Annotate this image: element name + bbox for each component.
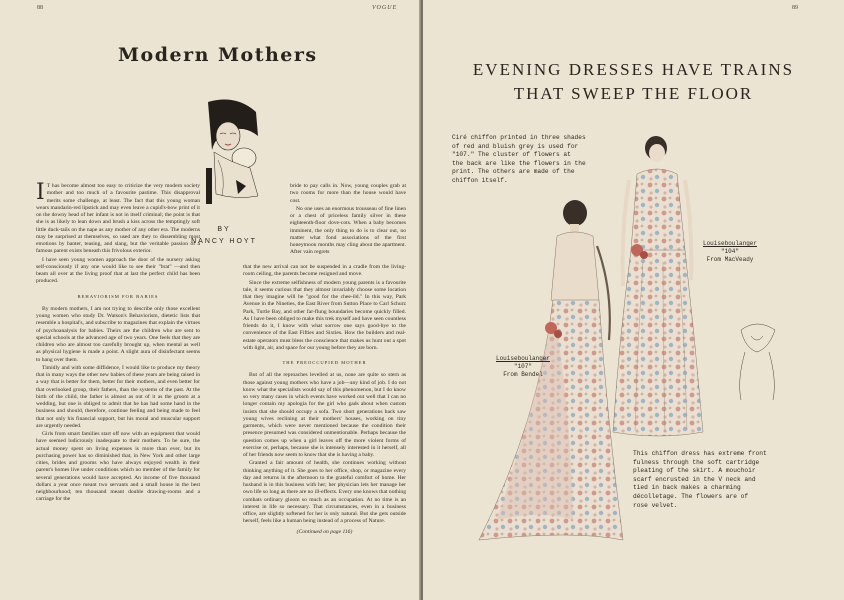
headline-line-1: EVENING DRESSES HAVE TRAINS xyxy=(472,60,795,79)
caption-top: Ciré chiffon printed in three shades of red and bluish grey is used for "107." The cluster of flowers at the back are like the flowers in the print. The others are made of the chiffon itself. xyxy=(452,134,586,184)
headline-line-2: THAT SWEEP THE FLOOR xyxy=(513,84,754,103)
paragraph: Granted a fair amount of health, she continues working without thinking anything of it. She goes to her office, shop, or magazine every day and returns in the afternoon to the grateful comfort of home. Her husband is in this business with her; her physician lets her manage her own life so long as there are no ill-effects. Every one knows that nothing combats ordinary gloom so much as an occupation. At no time is an interest in life so necessary. That circumstances, even in a business office, are slightly softened for her is only natural. But she gets outside herself, feels like a human being instead of a process of Nature. xyxy=(243,460,406,525)
subhead-behaviorism: BEHAVIORISM FOR BABIES xyxy=(77,293,159,299)
paragraph: bride to pay calls in. Now, young couples grab at two rooms for more than the house would have cost. xyxy=(290,183,406,204)
label-104 xyxy=(695,240,765,264)
drop-cap: I xyxy=(36,180,45,205)
byline-by: BY xyxy=(217,226,231,233)
store-source: From Bendel xyxy=(503,371,543,378)
page-number-right: 89 xyxy=(792,5,798,11)
left-page xyxy=(0,0,421,600)
running-head-left: VOGUE xyxy=(372,5,398,11)
right-page xyxy=(423,0,844,600)
paragraph: Since the extreme selfishness of modern young parents is a favourite tale, it seems curious that they almost invariably choose some location that they imagine will be "good for the chee-ild." In this way, Park Avenue in the Nineties, the East River from Sutton Place to Carl Schurz Park, Turtle Bay, and other far-flung boundaries become quickly filled. As I have been obliged to make this trek myself and have seen countless friends do it, I know with what sorrow one says good-bye to the convenience of the East Fifties and Sixties. How the builders and real-estate operators must bless the conscience that makes us hunt out a spot with light, air, and space for our young before they are born. xyxy=(243,279,406,351)
continued-note: (Continued on page 116) xyxy=(296,528,353,535)
paragraph: that the new arrival can not be suspended in a cradle from the living-room ceiling, the parents become resigned and move. xyxy=(243,264,406,278)
article-title: Modern Mothers xyxy=(118,44,318,66)
figure-104 xyxy=(613,136,703,436)
article-column-2 xyxy=(243,264,406,536)
paragraph: Timidly and with some diffidence, I would like to produce my theory that in many ways the other new babies of these years are being raised in a way that is better for them, better for their mothers, and even better for that overlooked group, their fathers, than the systems of the past. At the birth of the child, the father is almost as out of it as the groom at a wedding, but one is obliged to admit that he has had some hand in the business and should, therefore, continue feeling and being made to feel that not only his financial support, but his moral and muscular support are urgently needed. xyxy=(36,364,200,429)
caption-bottom: This chiffon dress has extreme front fulness through the soft cartridge pleating of the skirt. A mouchoir scarf encrusted in the V neck and tied in back makes a charming décolletage. The flowers are of rose velvet. xyxy=(633,450,767,509)
paragraph: By modern mothers, I am not trying to describe only those excellent young women who study Dr. Watson's Behaviorism, dietetic lists that resemble a hospital's, and subscribe to magazines that explain the virtues of psychoanalysis for babies. Theirs are the children who are sent to special schools at the advanced age of two years. One feels that they are children who are almost too carefully brought up, when mental as well as physical hygiene is made a point. A slight aura of disinfectant seems to hang over them. xyxy=(36,305,200,363)
mother-child-illustration xyxy=(206,96,262,208)
label-107 xyxy=(491,355,555,379)
paragraph: Girls from smart families start off now with an equipment that would have seemed ludicrously inadequate to their mothers. To be sure, the actual money spent on living expenses is more than ever, but its purchasing power has so diminished that, in New York and other large cities, brides and grooms who have always enjoyed wealth in their parent's homes live under conditions which no member of the family for several generations would have accepted. An income of five thousand dollars a year once meant two servants and a small house in the best neighbourhood; ten thousand meant double drawing-rooms and a carriage for the xyxy=(36,431,200,503)
paragraph: But of all the reproaches levelled at us, none are quite so stern as those against young mothers who have a job—any kind of job. I do not know what the specialists would say of this phenomenon, but I do know so very many cases in which events have worked out well that I can no longer contain my apologia for the girl who gads about when custom insists that she should occupy a sofa. Two short generations back saw young wives reclining at their mothers' houses, working on tiny garments, which were never mentioned because the condition their presence presumed was considered unmentionable. Perhaps because the question comes up when a girl leaves off the more violent forms of exercise or, perhaps, because she is intensely interested in it herself, all of her friends now seem to know that she is having a baby. xyxy=(243,372,406,458)
subhead-preoccupied: THE PREOCCUPIED MOTHER xyxy=(282,360,367,365)
store-source: From MacVeady xyxy=(706,256,754,263)
paragraph: I have seen young women approach the door of the nursery asking self-consciously if any one would like to see their "brat" —and then beam all over at the living proof that at last the perfect child has been produced. xyxy=(36,256,200,285)
intro-paragraph: I T has become almost too easy to criticize the very modern society mother and too much of a favourite pastime. This disapproval merits some challenge, at least. The fact that this young woman wears mandarin-red lipstick and may even leave a cupid's-bow print of it on the downy head of her infant is not in itself criminal; the point is that she is as likely to lean down and brush a kiss across the temptingly soft little duck-tails on the nape as any mother of any other era. The moderns may be surprised at themselves, so used are they to dissembling most emotions by banter, teasing, and slang, but the veritable passion of a famous parent exists beneath this frivolous exterior. xyxy=(36,180,200,255)
model-number: "104" xyxy=(720,248,739,255)
model-number: "107" xyxy=(513,363,532,370)
page-number-left: 88 xyxy=(37,5,43,11)
designer-name: Louiseboulanger xyxy=(702,240,757,247)
article-column-1 xyxy=(36,180,200,505)
designer-name: Louiseboulanger xyxy=(495,355,550,362)
paragraph: No one uses an enormous trousseau of fine linen or a chest of priceless family silver in these eighteenth-floor dove-cots. When a baby becomes imminent, the only thing to do is to clear out, no matter what fond associations of the first honeymoon months may cling about the apartment. After vain regrets xyxy=(290,205,406,256)
byline-author: NANCY HOYT xyxy=(191,238,257,245)
dress-back-sketch xyxy=(740,324,775,400)
article-column-2-top xyxy=(290,183,406,258)
